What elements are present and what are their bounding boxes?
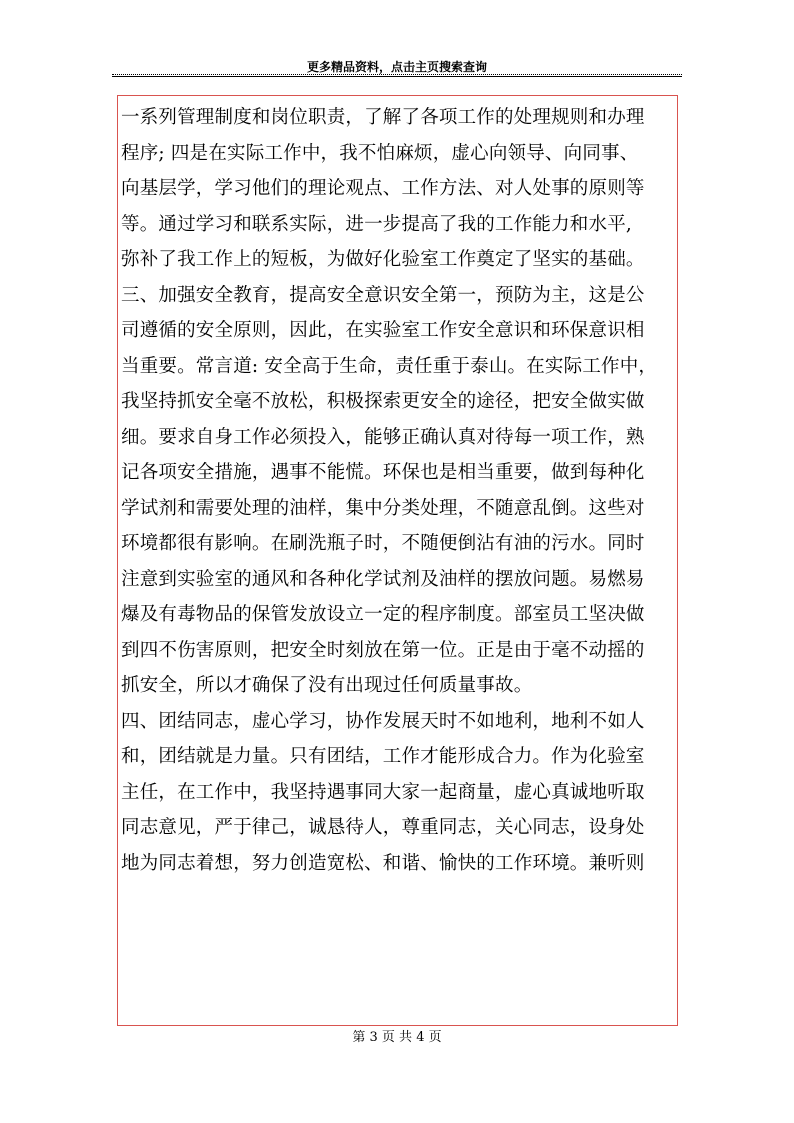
body-line: 爆及有毒物品的保管发放设立一定的程序制度。部室员工坚决做 xyxy=(121,604,645,625)
body-line: 和，团结就是力量。只有团结，工作才能形成合力。作为化验室 xyxy=(121,746,645,767)
body-line: 向基层学，学习他们的理论观点、工作方法、对人处事的原则等 xyxy=(121,178,645,199)
body-line: 环境都很有影响。在刷洗瓶子时，不随便倒沾有油的污水。同时 xyxy=(121,533,645,554)
body-line: 三、加强安全教育，提高安全意识安全第一，预防为主，这是公 xyxy=(121,284,645,306)
body-line: 程序; 四是在实际工作中，我不怕麻烦，虚心向领导、向同事、 xyxy=(121,142,639,164)
page-header: 更多精品资料，点击主页搜索查询 xyxy=(306,60,487,74)
body-line: 注意到实验室的通风和各种化学试剂及油样的摆放问题。易燃易 xyxy=(121,568,645,590)
header-solid-rule xyxy=(112,76,682,77)
body-line: 一系列管理制度和岗位职责，了解了各项工作的处理规则和办理 xyxy=(121,107,645,128)
page-footer: 第 3 页 共 4 页 xyxy=(352,1030,442,1045)
body-line: 四、团结同志，虚心学习，协作发展天时不如地利，地利不如人 xyxy=(121,710,645,732)
body-line: 细。要求自身工作必须投入，能够正确认真对待每一项工作，熟 xyxy=(121,426,645,448)
body-line: 弥补了我工作上的短板，为做好化验室工作奠定了坚实的基础。 xyxy=(121,249,645,270)
body-line: 当重要。常言道: 安全高于生命，责任重于泰山。在实际工作中， xyxy=(121,355,658,377)
body-text xyxy=(121,100,681,881)
body-line: 司遵循的安全原则，因此，在实验室工作安全意识和环保意识相 xyxy=(121,320,645,341)
body-line: 学试剂和需要处理的油样，集中分类处理，不随意乱倒。这些对 xyxy=(121,497,645,519)
header-dotted-rule xyxy=(112,74,682,75)
body-line: 地为同志着想，努力创造宽松、和谐、愉快的工作环境。兼听则 xyxy=(121,852,645,874)
body-line: 到四不伤害原则，把安全时刻放在第一位。正是由于毫不动摇的 xyxy=(121,639,645,661)
body-line: 我坚持抓安全毫不放松，积极探索更安全的途径，把安全做实做 xyxy=(121,391,645,412)
body-line: 主任，在工作中，我坚持遇事同大家一起商量，虚心真诚地听取 xyxy=(121,781,645,803)
body-line: 抓安全，所以才确保了没有出现过任何质量事故。 xyxy=(121,675,533,696)
body-line: 记各项安全措施，遇事不能慌。环保也是相当重要，做到每种化 xyxy=(121,462,645,483)
body-line: 等。通过学习和联系实际，进一步提高了我的工作能力和水平, xyxy=(121,213,632,235)
body-line: 同志意见，严于律己，诚恳待人，尊重同志，关心同志，设身处 xyxy=(121,817,645,838)
